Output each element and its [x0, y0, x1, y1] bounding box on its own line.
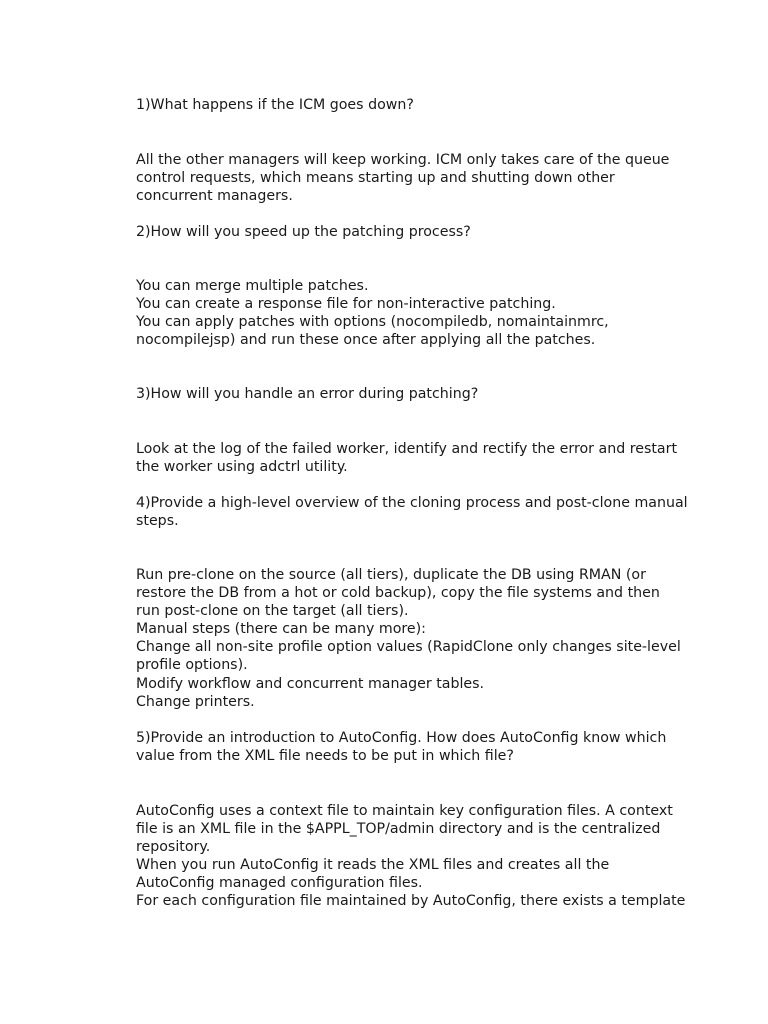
question-1: 1)What happens if the ICM goes down?	[136, 97, 414, 113]
answer-2-line-1: You can merge multiple patches.	[136, 278, 369, 294]
question-4-line-1: 4)Provide a high-level overview of the cloning process and post-clone manual	[136, 495, 688, 511]
question-5-line-2: value from the XML file needs to be put in which file?	[136, 748, 514, 764]
answer-4-line-7: Modify workflow and concurrent manager tables.	[136, 676, 485, 692]
answer-4-line-3: run post-clone on the target (all tiers).	[136, 603, 409, 619]
question-4-line-2: steps.	[136, 513, 179, 529]
question-2: 2)How will you speed up the patching process?	[136, 224, 471, 240]
answer-2-line-3: You can apply patches with options (nocompiledb, nomaintainmrc,	[136, 314, 609, 330]
answer-1-line-1: All the other managers will keep working. ICM only takes care of the queue	[136, 152, 670, 168]
answer-2-line-2: You can create a response file for non-interactive patching.	[136, 296, 556, 312]
question-5-line-1: 5)Provide an introduction to AutoConfig. How does AutoConfig know which	[136, 730, 667, 746]
question-3: 3)How will you handle an error during patching?	[136, 386, 479, 402]
answer-1-line-2: control requests, which means starting up and shutting down other	[136, 170, 615, 186]
answer-5-line-3: repository.	[136, 839, 211, 855]
answer-2-line-4: nocompilejsp) and run these once after applying all the patches.	[136, 332, 596, 348]
answer-4-line-4: Manual steps (there can be many more):	[136, 621, 426, 637]
answer-1-line-3: concurrent managers.	[136, 188, 293, 204]
answer-3-line-2: the worker using adctrl utility.	[136, 459, 348, 475]
answer-5-line-5: AutoConfig managed configuration files.	[136, 875, 423, 891]
answer-5-line-6: For each configuration file maintained by AutoConfig, there exists a template	[136, 893, 686, 909]
answer-3-line-1: Look at the log of the failed worker, identify and rectify the error and restart	[136, 441, 678, 457]
answer-5-line-1: AutoConfig uses a context file to maintain key configuration files. A context	[136, 803, 673, 819]
answer-4-line-2: restore the DB from a hot or cold backup), copy the file systems and then	[136, 585, 660, 601]
answer-4-line-1: Run pre-clone on the source (all tiers), duplicate the DB using RMAN (or	[136, 567, 646, 583]
answer-4-line-5: Change all non-site profile option values (RapidClone only changes site-level	[136, 639, 681, 655]
answer-5-line-2: file is an XML file in the $APPL_TOP/admin directory and is the centralized	[136, 821, 661, 837]
answer-5-line-4: When you run AutoConfig it reads the XML files and creates all the	[136, 857, 610, 873]
answer-4-line-8: Change printers.	[136, 694, 255, 710]
answer-4-line-6: profile options).	[136, 657, 248, 673]
